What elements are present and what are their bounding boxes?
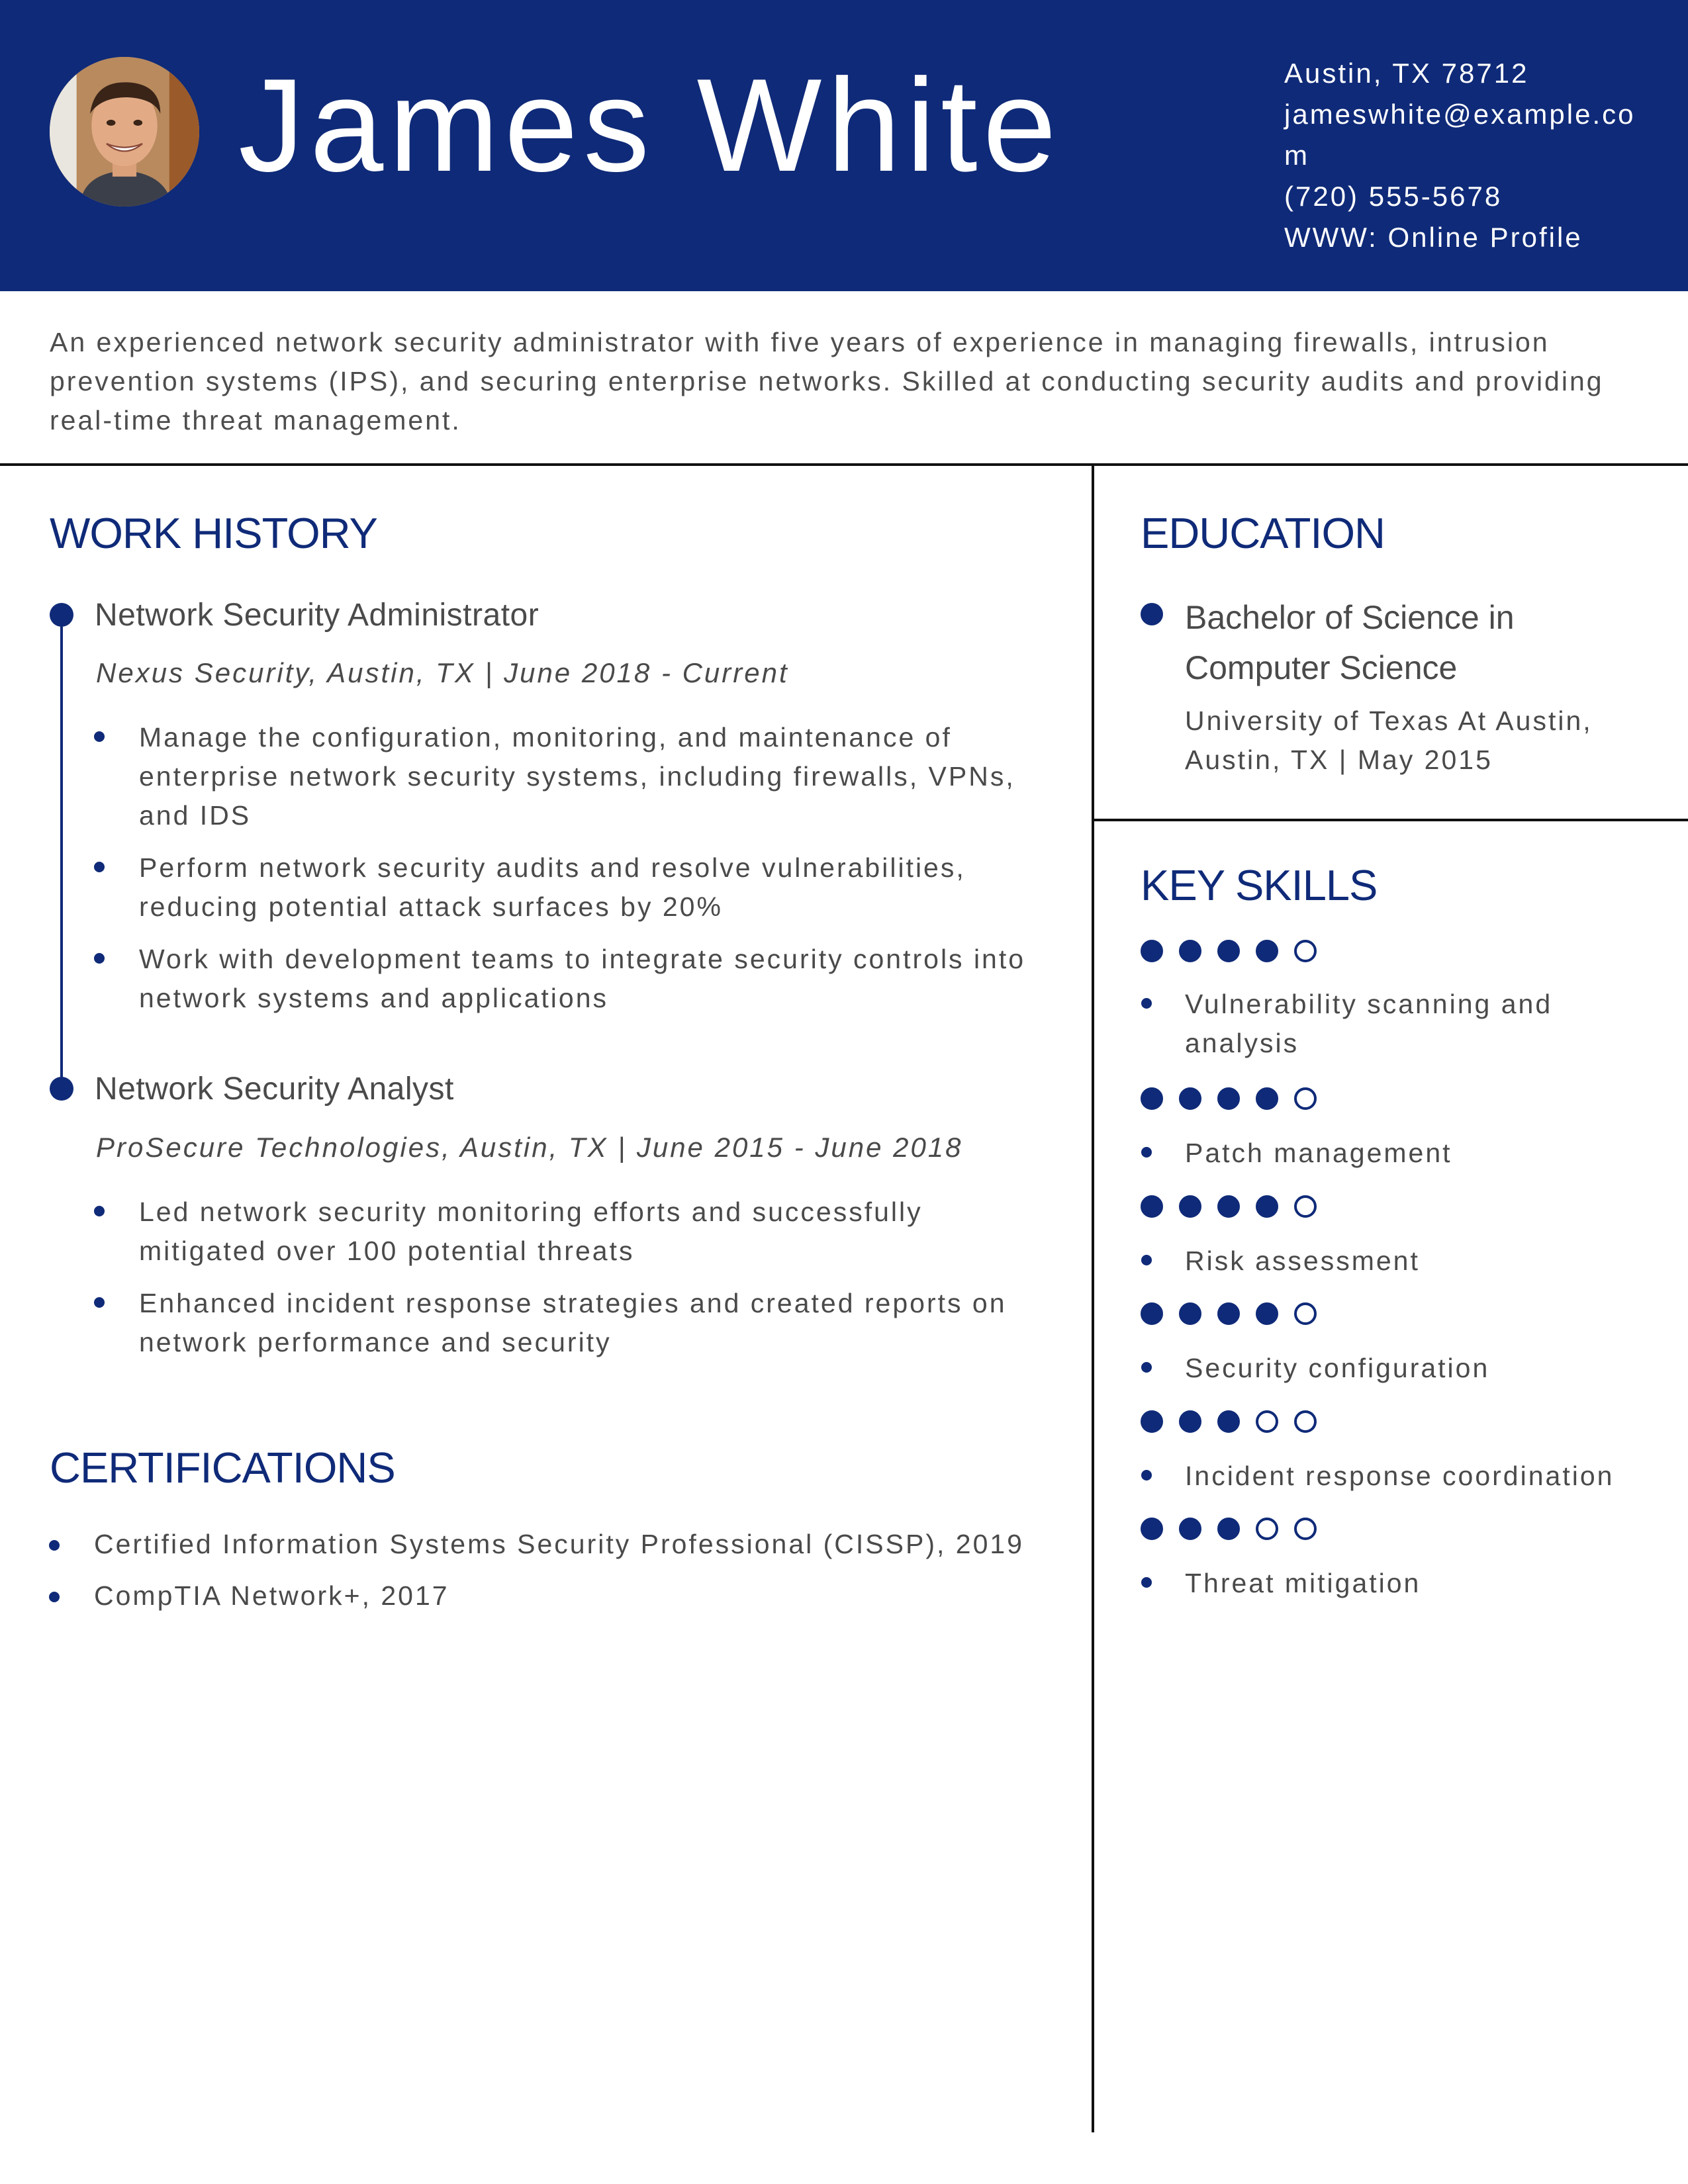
certification-item: Certified Information Systems Security Professional (CISSP), 2019: [94, 1529, 1024, 1559]
bullet-dot: [1141, 998, 1152, 1009]
list-item: Enhanced incident response strategies and created reports on network performance and security: [139, 1284, 1053, 1362]
contact-email[interactable]: jameswhite@example.com: [1284, 99, 1636, 171]
skill-name: Security configuration: [1185, 1353, 1490, 1383]
rating-dot-filled: [1179, 1518, 1201, 1540]
rating-dot-filled: [1179, 1195, 1201, 1218]
list-item: Led network security monitoring efforts and successfully mitigated over 100 potential threats: [139, 1193, 1053, 1271]
bullet-dot: [1141, 1577, 1152, 1588]
school-info: University of Texas At Austin, Austin, TX | May 2015: [1185, 705, 1593, 775]
rating-dot-filled: [1256, 1087, 1278, 1110]
job-title: Network Security Administrator: [95, 598, 539, 633]
job-meta: [96, 657, 789, 689]
skill-rating: [1141, 940, 1317, 964]
skill-rating: [1141, 1087, 1317, 1111]
profile-photo: [50, 57, 199, 206]
job-bullets: [139, 1193, 1053, 1375]
job-title: Network Security Analyst: [95, 1071, 454, 1107]
rating-dot-filled: [1256, 1195, 1278, 1218]
job-dates: June 2015 - June 2018: [636, 1132, 963, 1163]
skill-rating: [1141, 1518, 1317, 1541]
rating-dot-empty: [1256, 1518, 1278, 1540]
degree-title: Bachelor of Science in Computer Science: [1185, 599, 1515, 686]
job-company: Nexus Security: [96, 657, 309, 688]
rating-dot-filled: [1141, 1518, 1163, 1540]
rating-dot-filled: [1256, 1302, 1278, 1325]
rating-dot-filled: [1256, 940, 1278, 962]
section-title-education: EDUCATION: [1141, 509, 1385, 557]
rating-dot-filled: [1179, 940, 1201, 962]
job-location: , Austin, TX |: [308, 657, 504, 688]
skill-rating: [1141, 1195, 1317, 1219]
skill-name: Threat mitigation: [1185, 1568, 1421, 1598]
certification-item: CompTIA Network+, 2017: [94, 1580, 449, 1611]
job-dates: June 2018 - Current: [504, 657, 789, 688]
education-divider: [1093, 819, 1688, 821]
skill-name: Patch management: [1185, 1138, 1452, 1168]
rating-dot-filled: [1141, 1302, 1163, 1325]
rating-dot-filled: [1141, 1087, 1163, 1110]
section-title-certifications: CERTIFICATIONS: [50, 1443, 395, 1492]
job-bullets: [139, 718, 1053, 1031]
summary-divider: [0, 463, 1688, 466]
skill-rating: [1141, 1410, 1317, 1434]
rating-dot-filled: [1217, 1410, 1240, 1433]
list-item: Perform network security audits and resolve vulnerabilities, reducing potential attack surfaces by 20%: [139, 848, 1053, 927]
education-dot: [1141, 603, 1163, 625]
rating-dot-empty: [1294, 940, 1317, 962]
timeline-dot: [50, 603, 73, 627]
rating-dot-empty: [1294, 1518, 1317, 1540]
rating-dot-filled: [1179, 1302, 1201, 1325]
avatar: [50, 57, 199, 206]
timeline-dot: [50, 1077, 73, 1101]
rating-dot-filled: [1141, 940, 1163, 962]
timeline-line: [60, 615, 63, 1089]
skill-rating: [1141, 1302, 1317, 1326]
candidate-name: James White: [238, 52, 1062, 199]
rating-dot-filled: [1141, 1410, 1163, 1433]
bullet-dot: [1141, 1470, 1152, 1480]
job-company: ProSecure Technologies: [96, 1132, 442, 1163]
section-title-work-history: WORK HISTORY: [50, 509, 377, 557]
rating-dot-filled: [1217, 1302, 1240, 1325]
rating-dot-filled: [1179, 1087, 1201, 1110]
contact-website-link[interactable]: WWW: Online Profile: [1284, 222, 1583, 253]
rating-dot-empty: [1256, 1410, 1278, 1433]
rating-dot-filled: [1217, 1087, 1240, 1110]
bullet-dot: [1141, 1362, 1152, 1373]
header-banner: [0, 0, 1688, 291]
rating-dot-filled: [1179, 1410, 1201, 1433]
rating-dot-filled: [1217, 940, 1240, 962]
contact-address: Austin, TX 78712: [1284, 58, 1529, 89]
rating-dot-filled: [1141, 1195, 1163, 1218]
job-location: , Austin, TX |: [442, 1132, 637, 1163]
rating-dot-empty: [1294, 1087, 1317, 1110]
bullet-dot: [49, 1592, 60, 1602]
bullet-dot: [1141, 1255, 1152, 1265]
rating-dot-empty: [1294, 1410, 1317, 1433]
rating-dot-filled: [1217, 1518, 1240, 1540]
contact-info: [1284, 53, 1655, 258]
list-item: Work with development teams to integrate security controls into network systems and applications: [139, 940, 1053, 1018]
contact-phone: (720) 555-5678: [1284, 181, 1503, 212]
professional-summary: An experienced network security administrator with five years of experience in managing firewalls, intrusion prevention systems (IPS), and securing enterprise networks. Skilled at conducting security audits and providing real-time threat management.: [50, 327, 1604, 435]
column-divider: [1092, 465, 1094, 2132]
rating-dot-empty: [1294, 1302, 1317, 1325]
bullet-dot: [1141, 1147, 1152, 1158]
skill-name: Risk assessment: [1185, 1246, 1420, 1276]
bullet-dot: [49, 1540, 60, 1551]
rating-dot-empty: [1294, 1195, 1317, 1218]
job-meta: [96, 1132, 963, 1163]
skill-name: Vulnerability scanning and analysis: [1185, 989, 1553, 1058]
skill-name: Incident response coordination: [1185, 1461, 1615, 1491]
list-item: Manage the configuration, monitoring, and maintenance of enterprise network security systems, including firewalls, VPNs, and IDS: [139, 718, 1053, 835]
rating-dot-filled: [1217, 1195, 1240, 1218]
section-title-key-skills: KEY SKILLS: [1141, 861, 1378, 909]
